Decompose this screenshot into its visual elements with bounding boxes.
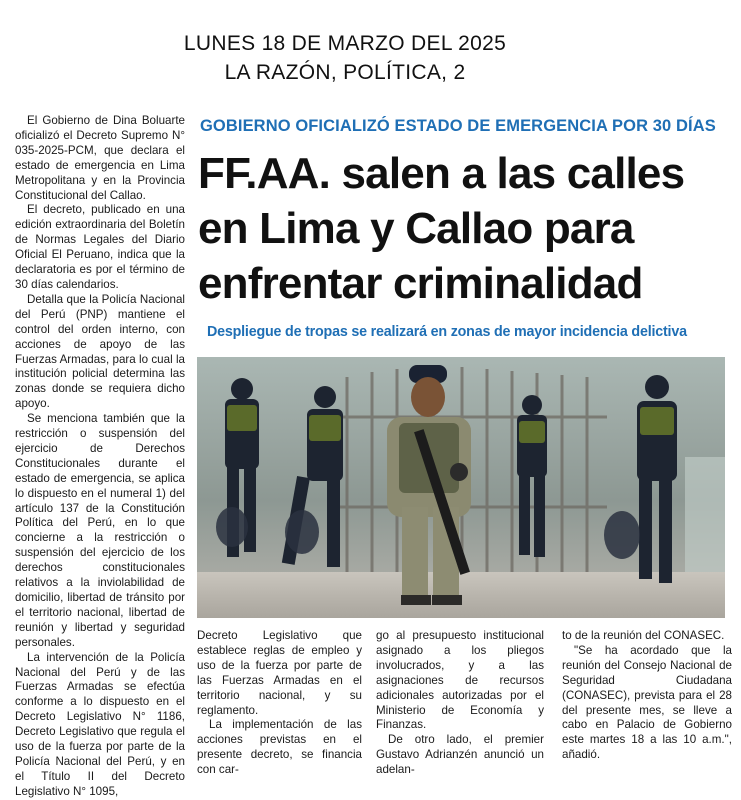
paragraph: La intervención de la Policía Nacional del Perú y de las Fuerzas Armadas se efectúa conforme a lo dispuesto en el Decreto Legislativo N° 1186, Decreto Legislativo que regula el uso de la fuerza por parte de la Policía Nacional del Perú, y en el Título II del Decreto Legislativo N° 1095, xyxy=(15,650,185,798)
article-column-2 xyxy=(197,629,362,777)
article-left-column xyxy=(15,114,185,798)
article-column-4 xyxy=(562,629,732,762)
paragraph: to de la reunión del CONASEC. xyxy=(562,629,725,642)
paragraph: El Gobierno de Dina Boluarte oficializó el Decreto Supremo N° 035-2025-PCM, que declara el estado de emergencia en Lima Metropolitana y en la Provincia Constitucional del Callao. xyxy=(15,114,185,202)
paragraph: "Se ha acordado que la reunión del Consejo Nacional de Seguridad Ciudadana (CONASEC), prevista para el 28 del presente mes, se lleve a cabo en Palacio de Gobierno este martes 18 a las 10 a.m.", añadió. xyxy=(562,643,732,762)
article-headline: FF.AA. salen a las calles en Lima y Callao para enfrentar criminalidad xyxy=(198,149,685,308)
article-column-3 xyxy=(376,629,544,777)
article-kicker: GOBIERNO OFICIALIZÓ ESTADO DE EMERGENCIA POR 30 DÍAS xyxy=(200,117,716,135)
paragraph: Detalla que la Policía Nacional del Perú (PNP) mantiene el control del orden interno, con acciones de apoyo de las Fuerzas Armadas, para lo cual la institución policial determina las zonas donde se requiera dicho apoyo. xyxy=(15,292,185,411)
paragraph: El decreto, publicado en una edición extraordinaria del Boletín de Normas Legales del Diario Oficial El Peruano, indica que la declaratoria es por el término de 30 días calendarios. xyxy=(15,203,185,291)
soldiers-patrol-photo xyxy=(197,357,725,618)
paragraph: La implementación de las acciones previstas en el presente decreto, se financia con car- xyxy=(197,718,362,777)
dateline-publication: LA RAZÓN, POLÍTICA, 2 xyxy=(224,61,466,84)
paragraph: De otro lado, el premier Gustavo Adrianzén anunció un adelan- xyxy=(376,733,544,777)
article-photo xyxy=(197,357,725,618)
article-subhead: Despliegue de tropas se realizará en zonas de mayor incidencia delictiva xyxy=(207,324,687,340)
paragraph: go al presupuesto institucional asignado a los pliegos involucrados, y a las asignaciones de recursos adicionales autorizadas por el Ministerio de Economía y Finanzas. xyxy=(376,629,544,732)
paragraph: Se menciona también que la restricción o suspensión del ejercicio de Derechos Constitucionales durante el estado de emergencia, se aplica lo dispuesto en el numeral 1) del artículo 137 de la Constitución Política del Perú, en lo que concierne a la restricción o suspensión del ejercicio de los derechos constitucionales relativos a la inviolabilidad de domicilio, libertad de tránsito por el territorio nacional, libertad de reunión y libertad y seguridad personales. xyxy=(15,412,185,649)
paragraph: Decreto Legislativo que establece reglas de empleo y uso de la fuerza por parte de las Fuerzas Armadas en el territorio nacional, y su reglamento. xyxy=(197,629,362,717)
dateline-date: LUNES 18 DE MARZO DEL 2025 xyxy=(183,32,507,55)
